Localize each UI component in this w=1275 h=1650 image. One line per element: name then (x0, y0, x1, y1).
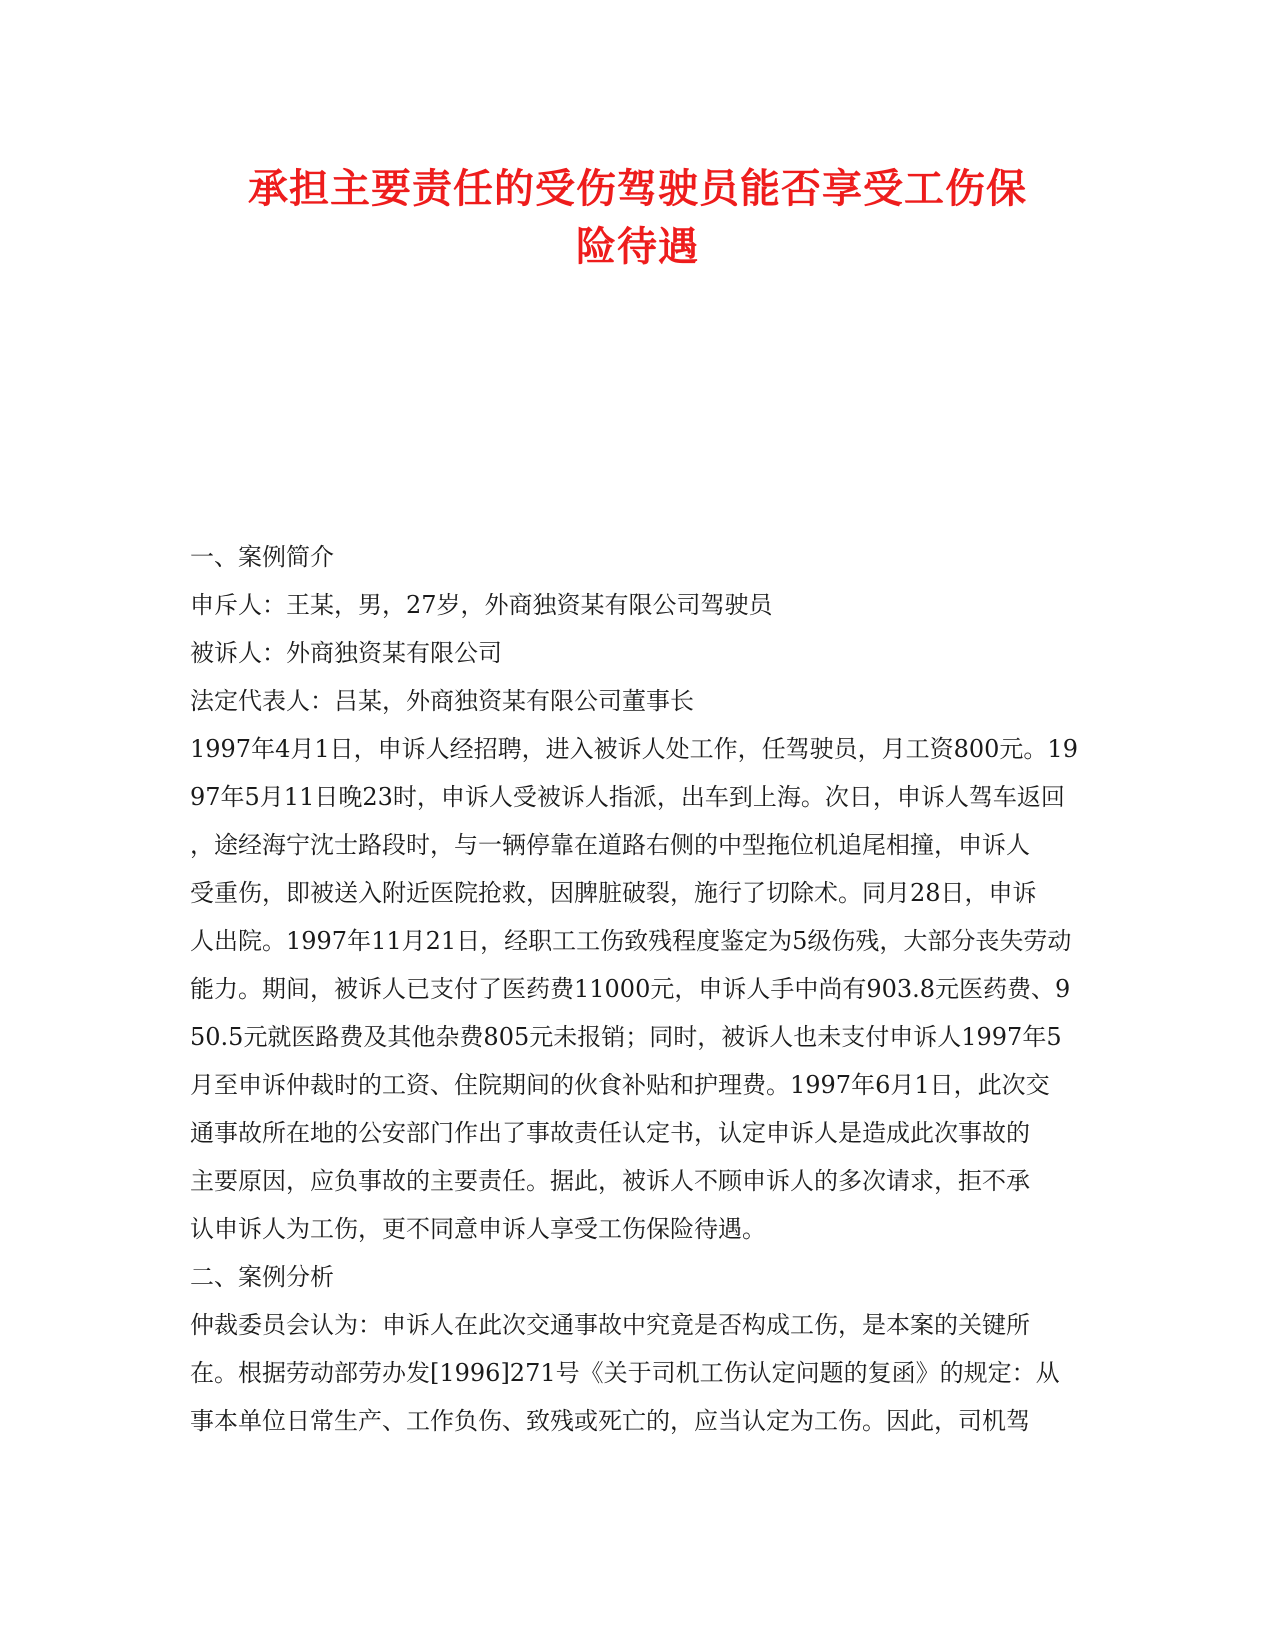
body-line: 仲裁委员会认为：申诉人在此次交通事故中究竟是否构成工伤，是本案的关键所 (190, 1311, 1030, 1339)
body-line: 法定代表人：吕某，外商独资某有限公司董事长 (190, 687, 694, 715)
document-title (190, 160, 1085, 276)
body-line: 50.5元就医路费及其他杂费805元未报销；同时，被诉人也未支付申诉人1997年5 (190, 1023, 1062, 1051)
body-line: 认申诉人为工伤，更不同意申诉人享受工伤保险待遇。 (190, 1215, 766, 1243)
title-line-1: 承担主要责任的受伤驾驶员能否享受工伤保 (248, 165, 1027, 212)
body-line: 被诉人：外商独资某有限公司 (190, 639, 502, 667)
body-line: 人出院。1997年11月21日，经职工工伤致残程度鉴定为5级伤残，大部分丧失劳动 (190, 927, 1072, 955)
document-body (190, 533, 1085, 1445)
body-line: 受重伤，即被送入附近医院抢救，因脾脏破裂，施行了切除术。同月28日，申诉 (190, 879, 1037, 907)
title-line-2: 险待遇 (576, 223, 699, 270)
body-line: 申斥人：王某，男，27岁，外商独资某有限公司驾驶员 (190, 591, 773, 619)
body-line: 月至申诉仲裁时的工资、住院期间的伙食补贴和护理费。1997年6月1日，此次交 (190, 1071, 1050, 1099)
body-line: 97年5月11日晚23时，申诉人受被诉人指派，出车到上海。次日，申诉人驾车返回 (190, 783, 1065, 811)
body-line: 1997年4月1日，申诉人经招聘，进入被诉人处工作，任驾驶员，月工资800元。19 (190, 735, 1078, 763)
body-line: 事本单位日常生产、工作负伤、致残或死亡的，应当认定为工伤。因此，司机驾 (190, 1407, 1030, 1435)
body-line: ，途经海宁沈士路段时，与一辆停靠在道路右侧的中型拖位机追尾相撞，申诉人 (190, 831, 1030, 859)
body-line: 能力。期间，被诉人已支付了医药费11000元，申诉人手中尚有903.8元医药费、9 (190, 975, 1071, 1003)
body-line: 主要原因，应负事故的主要责任。据此，被诉人不顾申诉人的多次请求，拒不承 (190, 1167, 1030, 1195)
section-heading-case-analysis: 二、案例分析 (190, 1263, 334, 1291)
body-line: 在。根据劳动部劳办发[1996]271号《关于司机工伤认定问题的复函》的规定：从 (190, 1359, 1060, 1387)
section-heading-case-intro: 一、案例简介 (190, 543, 334, 571)
body-line: 通事故所在地的公安部门作出了事故责任认定书，认定申诉人是造成此次事故的 (190, 1119, 1030, 1147)
